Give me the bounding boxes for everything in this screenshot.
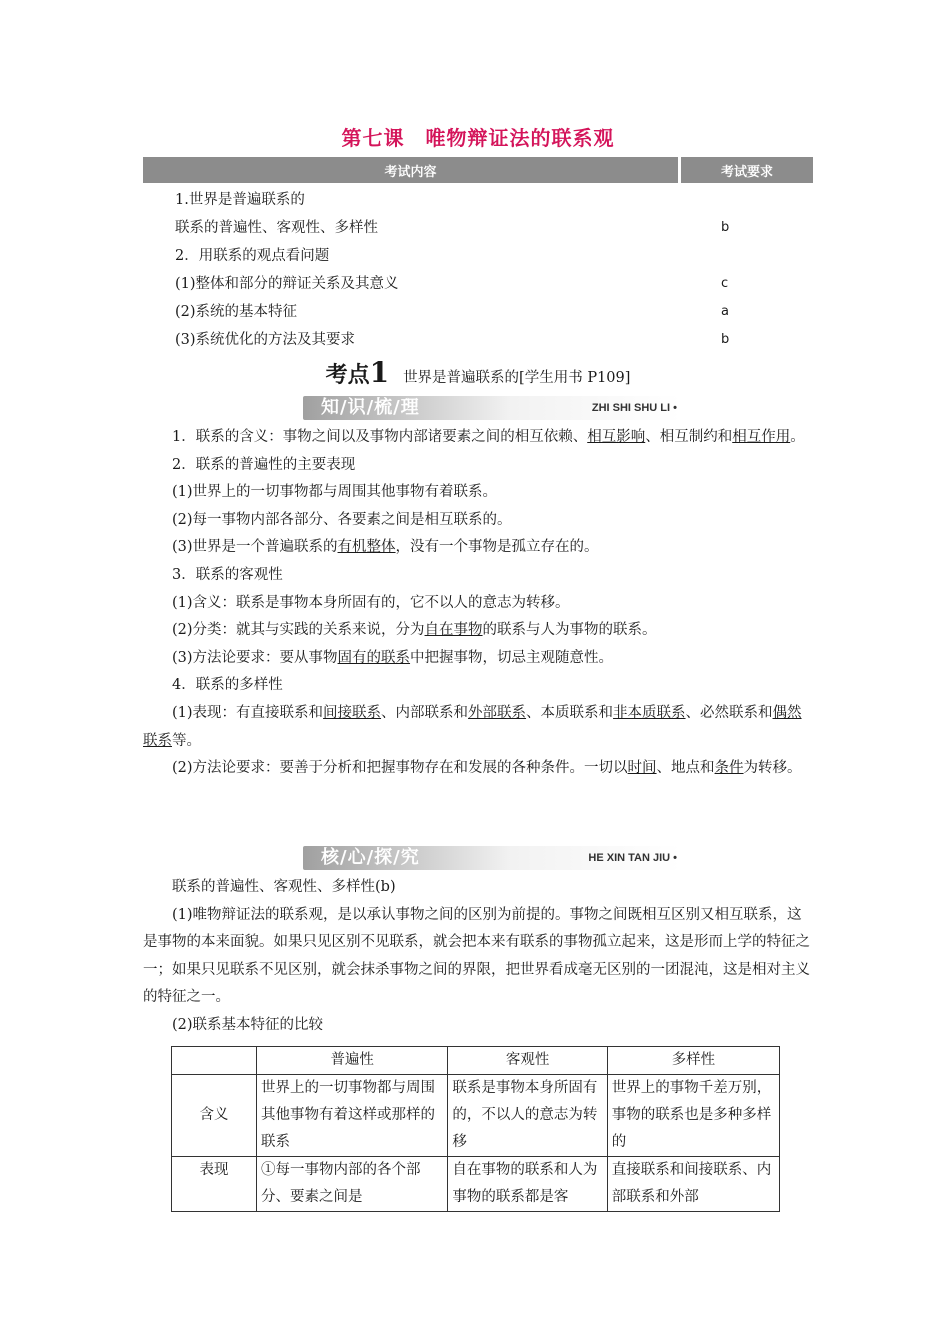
table-cell: 世界上的事物千差万别，事物的联系也是多种多样的 (607, 1075, 779, 1157)
table-header-cell: 多样性 (607, 1047, 779, 1075)
requirements-list (175, 186, 795, 354)
text: 、本质联系和 (526, 704, 614, 721)
requirement-level: c (721, 276, 729, 291)
requirement-row (175, 242, 795, 270)
banner-title: 核/心/探/究 (321, 847, 420, 868)
requirement-text: (3)系统优化的方法及其要求 (175, 332, 356, 348)
section-banner-core (303, 846, 681, 870)
table-row (172, 1157, 780, 1212)
table-header-row (172, 1047, 780, 1075)
requirement-level: b (721, 332, 730, 347)
lesson-title: 第七课 唯物辩证法的联系观 (341, 126, 615, 150)
text: 为转移。 (743, 760, 802, 777)
paragraph: (1)含义：联系是事物本身所固有的，它不以人的意志为转移。 (172, 594, 570, 611)
text: (3)方法论要求：要从事物 (172, 649, 338, 666)
requirements-header (143, 157, 813, 183)
text: 、地点和 (656, 760, 715, 777)
requirement-level: a (721, 304, 729, 319)
paragraph: 2．联系的普遍性的主要表现 (172, 456, 356, 473)
banner-pinyin: ZHI SHI SHU LI • (591, 402, 677, 414)
text: ，没有一个事物是孤立存在的。 (395, 539, 599, 556)
key-term: 相互作用 (732, 429, 791, 445)
paragraph: 联系的普遍性、客观性、多样性(b) (172, 879, 396, 895)
table-cell: 自在事物的联系和人为事物的联系都是客 (448, 1157, 607, 1212)
text: 、必然联系和 (685, 704, 773, 721)
requirement-text: 1.世界是普遍联系的 (175, 192, 305, 208)
paragraph (143, 617, 813, 645)
key-term: 自在事物 (424, 622, 483, 639)
paragraph: (2)联系基本特征的比较 (172, 1016, 324, 1033)
key-term: 时间 (627, 760, 657, 777)
banner-title: 知/识/梳/理 (321, 397, 420, 418)
paragraph (143, 424, 813, 452)
paragraph (143, 755, 813, 783)
text: (3)世界是一个普遍联系的 (172, 539, 338, 556)
banner-pinyin: HE XIN TAN JIU • (588, 852, 677, 864)
kaodian-label: 考点 (325, 363, 370, 388)
kaodian-heading (143, 356, 813, 389)
text: 的联系与人为事物的联系。 (482, 622, 657, 639)
paragraph (143, 534, 813, 562)
header-exam-content: 考试内容 (143, 157, 678, 183)
paragraph (143, 645, 813, 673)
text: (2)方法论要求：要善于分析和把握事物存在和发展的各种条件。一切以 (172, 760, 628, 777)
paragraph: 3．联系的客观性 (172, 566, 283, 583)
table-cell: ①每一事物内部的各个部分、要素之间是 (257, 1157, 448, 1212)
text: 中把握事物，切忌主观随意性。 (410, 649, 614, 666)
core-section (143, 874, 813, 1040)
key-term: 外部联系 (468, 704, 527, 721)
requirement-row (175, 214, 795, 242)
kaodian-number: 1 (369, 356, 390, 389)
key-term: 偶然联系 (143, 704, 802, 749)
key-term: 固有的联系 (337, 649, 411, 666)
comparison-table (171, 1046, 780, 1212)
table-cell: 世界上的一切事物都与周围其他事物有着这样或那样的联系 (257, 1075, 448, 1157)
table-row (172, 1075, 780, 1157)
text: 、内部联系和 (381, 704, 469, 721)
table-header-cell (172, 1047, 257, 1075)
paragraph (143, 700, 813, 755)
table-cell: 直接联系和间接联系、内部联系和外部 (607, 1157, 779, 1212)
text: (1)表现：有直接联系和 (172, 704, 324, 721)
key-term: 有机整体 (337, 539, 396, 556)
kaodian-title: 世界是普遍联系的[学生用书 P109] (403, 370, 631, 386)
requirement-text: (2)系统的基本特征 (175, 304, 298, 320)
requirement-row (175, 270, 795, 298)
table-row-label: 表现 (172, 1157, 257, 1212)
section-banner-knowledge (303, 396, 681, 420)
requirement-text: 2．用联系的观点看问题 (175, 248, 330, 264)
table-cell: 联系是事物本身所固有的，不以人的意志为转移 (448, 1075, 607, 1157)
requirement-level: b (721, 220, 730, 235)
requirement-text: (1)整体和部分的辩证关系及其意义 (175, 276, 399, 292)
text: 1．联系的含义：事物之间以及事物内部诸要素之间的相互依赖、 (172, 429, 588, 445)
requirement-row (175, 186, 795, 214)
requirement-row (175, 298, 795, 326)
table-row-label: 含义 (172, 1075, 257, 1157)
text: 。 (790, 429, 805, 445)
paragraph: (2)每一事物内部各部分、各要素之间是相互联系的。 (172, 511, 512, 528)
key-term: 间接联系 (323, 704, 382, 721)
key-term: 非本质联系 (613, 704, 686, 721)
paragraph: 4．联系的多样性 (172, 677, 283, 694)
text: (2)分类：就其与实践的关系来说，分为 (172, 622, 425, 639)
text: 、相互制约和 (645, 429, 733, 445)
table-header-cell: 普遍性 (257, 1047, 448, 1075)
paragraph: (1)世界上的一切事物都与周围其他事物有着联系。 (172, 484, 498, 501)
table-header-cell: 客观性 (448, 1047, 607, 1075)
knowledge-section (143, 424, 813, 783)
key-term: 相互影响 (587, 429, 646, 445)
paragraph: (1)唯物辩证法的联系观，是以承认事物之间的区别为前提的。事物之间既相互区别又相互联系，这是事物的本来面貌。如果只见区别不见联系，就会把本来有联系的事物孤立起来，这是形而上学的特征之一；如果只见联系不见区别，就会抹杀事物之间的界限，把世界看成毫无区别的一团混沌，这是相对主义的特征之一。 (143, 906, 810, 1006)
requirement-row (175, 326, 795, 354)
header-exam-level: 考试要求 (681, 157, 813, 183)
requirement-text: 联系的普遍性、客观性、多样性 (175, 220, 378, 236)
key-term: 条件 (714, 760, 744, 777)
text: 等。 (172, 732, 201, 749)
